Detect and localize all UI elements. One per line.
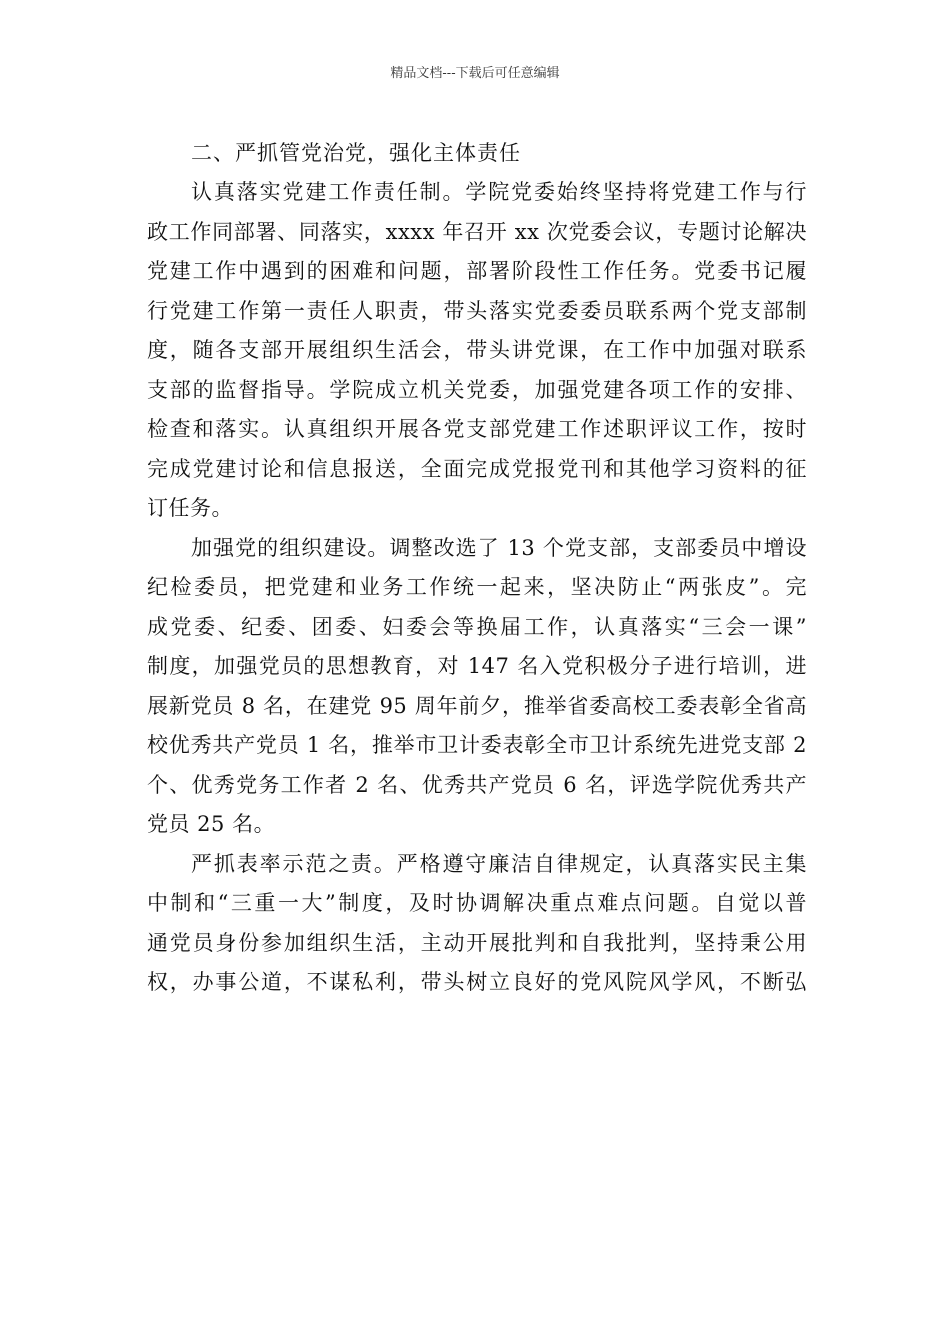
section-title: 二、严抓管党治党，强化主体责任 xyxy=(191,141,521,165)
text-line: 权，办事公道，不谋私利，带头树立良好的党风院风学风，不断弘 xyxy=(147,970,807,994)
text-line: 纪检委员，把党建和业务工作统一起来，坚决防止“两张皮”。完 xyxy=(147,575,807,599)
text-line: 支部的监督指导。学院成立机关党委，加强党建各项工作的安排、 xyxy=(147,377,807,402)
text-line: 成党委、纪委、团委、妇委会等换届工作，认真落实“三会一课” xyxy=(147,614,807,639)
text-line: 政工作同部署、同落实，xxxx 年召开 xx 次党委会议，专题讨论解决 xyxy=(147,219,807,244)
text-line: 个、优秀党务工作者 2 名、优秀共产党员 6 名，评选学院优秀共产 xyxy=(147,772,807,797)
paragraph-organization xyxy=(147,529,807,845)
text-line: 检查和落实。认真组织开展各党支部党建工作述职评议工作，按时 xyxy=(147,417,807,441)
paragraph-exemplary xyxy=(147,845,807,1003)
text-line: 严抓表率示范之责。严格遵守廉洁自律规定，认真落实民主集 xyxy=(191,851,807,876)
text-line: 行党建工作第一责任人职责，带头落实党委委员联系两个党支部制 xyxy=(147,298,807,323)
text-line: 校优秀共产党员 1 名，推举市卫计委表彰全市卫计系统先进党支部 2 xyxy=(147,733,807,757)
document-body xyxy=(147,134,807,1003)
text-line: 认真落实党建工作责任制。学院党委始终坚持将党建工作与行 xyxy=(191,180,807,204)
text-line: 制度，加强党员的思想教育，对 147 名入党积极分子进行培训，进 xyxy=(147,654,807,678)
text-line: 党员 25 名。 xyxy=(147,812,276,836)
text-line: 完成党建讨论和信息报送，全面完成党报党刊和其他学习资料的征 xyxy=(147,456,807,481)
text-line: 展新党员 8 名，在建党 95 周年前夕，推举省委高校工委表彰全省高 xyxy=(147,693,807,718)
text-line: 度，随各支部开展组织生活会，带头讲党课，在工作中加强对联系 xyxy=(147,338,807,362)
text-line: 订任务。 xyxy=(147,496,233,520)
text-line: 通党员身份参加组织生活，主动开展批判和自我批判，坚持秉公用 xyxy=(147,930,807,955)
text-line: 党建工作中遇到的困难和问题，部署阶段性工作任务。党委书记履 xyxy=(147,259,807,283)
text-line: 中制和“三重一大”制度，及时协调解决重点难点问题。自觉以普 xyxy=(147,891,807,915)
paragraph-responsibility xyxy=(147,173,807,529)
page-header: 精品文档---下载后可任意编辑 xyxy=(390,66,560,81)
text-line: 加强党的组织建设。调整改选了 13 个党支部，支部委员中增设 xyxy=(191,535,807,560)
